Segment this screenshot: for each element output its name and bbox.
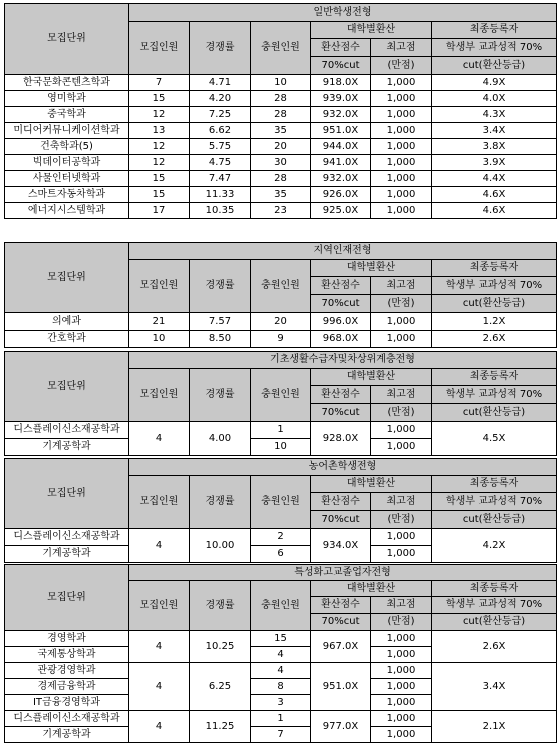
competition-cell: 10.25 — [190, 631, 251, 663]
table-row — [5, 107, 557, 123]
header-final-line1: 학생부 교과성적 70% — [432, 386, 557, 404]
max-cell: 1,000 — [371, 203, 432, 219]
header-max-unit: (만점) — [371, 614, 432, 631]
quota-cell: 12 — [129, 107, 190, 123]
competition-cell: 4.75 — [190, 155, 251, 171]
unit-cell: 빅데이터공학과 — [5, 155, 129, 171]
header-conv-score: 환산점수 — [311, 39, 371, 57]
grade-cell: 3.4X — [432, 663, 557, 711]
unit-cell: 스마트자동차학과 — [5, 187, 129, 203]
quota-cell: 13 — [129, 123, 190, 139]
score-cell: 951.0X — [311, 663, 371, 711]
max-cell: 1,000 — [371, 647, 432, 663]
table-row — [5, 75, 557, 91]
header-max-unit: (만점) — [371, 404, 432, 422]
header-converted: 대학별환산 — [311, 22, 432, 39]
competition-cell: 6.25 — [190, 663, 251, 711]
filled-cell: 2 — [251, 529, 311, 546]
header-quota: 모집인원 — [129, 476, 190, 529]
unit-cell: 디스플레이신소재공학과 — [5, 529, 129, 546]
score-cell: 996.0X — [311, 313, 371, 331]
table-row — [5, 331, 557, 348]
max-cell: 1,000 — [371, 331, 432, 348]
score-cell: 932.0X — [311, 171, 371, 187]
filled-cell: 20 — [251, 139, 311, 155]
quota-cell: 4 — [129, 711, 190, 743]
quota-cell: 4 — [129, 663, 190, 711]
max-cell: 1,000 — [371, 439, 432, 456]
header-unit: 모집단위 — [5, 352, 129, 422]
quota-cell: 21 — [129, 313, 190, 331]
header-unit: 모집단위 — [5, 459, 129, 529]
unit-cell: 한국문화콘텐츠학과 — [5, 75, 129, 91]
grade-cell: 4.4X — [432, 171, 557, 187]
header-final-line1: 학생부 교과성적 70% — [432, 493, 557, 511]
grade-cell: 2.6X — [432, 331, 557, 348]
score-cell: 951.0X — [311, 123, 371, 139]
quota-cell: 10 — [129, 331, 190, 348]
table-row — [5, 139, 557, 155]
table-row — [5, 422, 557, 439]
header-conv-cut: 70%cut — [311, 614, 371, 631]
filled-cell: 23 — [251, 203, 311, 219]
max-cell: 1,000 — [371, 313, 432, 331]
table-regional-talent — [4, 242, 557, 348]
filled-cell: 9 — [251, 331, 311, 348]
header-final-line2: cut(환산등급) — [432, 295, 557, 313]
unit-cell: 기계공학과 — [5, 546, 129, 563]
header-converted: 대학별환산 — [311, 260, 432, 277]
competition-cell: 4.00 — [190, 422, 251, 456]
unit-cell: 경제금융학과 — [5, 679, 129, 695]
header-competition: 경쟁률 — [190, 260, 251, 313]
grade-cell: 3.8X — [432, 139, 557, 155]
table-general-admission — [4, 3, 557, 219]
score-cell: 968.0X — [311, 331, 371, 348]
header-max-score: 최고점 — [371, 277, 432, 295]
header-final-line1: 학생부 교과성적 70% — [432, 277, 557, 295]
header-quota: 모집인원 — [129, 369, 190, 422]
table-row — [5, 171, 557, 187]
section-title: 특성화고교졸업자전형 — [129, 565, 557, 581]
max-cell: 1,000 — [371, 75, 432, 91]
grade-cell: 4.5X — [432, 422, 557, 456]
filled-cell: 30 — [251, 155, 311, 171]
score-cell: 932.0X — [311, 107, 371, 123]
table-low-income-admission — [4, 351, 557, 456]
quota-cell: 12 — [129, 155, 190, 171]
header-max-score: 최고점 — [371, 39, 432, 57]
max-cell: 1,000 — [371, 187, 432, 203]
header-final: 최종등록자 — [432, 476, 557, 493]
filled-cell: 8 — [251, 679, 311, 695]
header-conv-cut: 70%cut — [311, 57, 371, 75]
quota-cell: 4 — [129, 422, 190, 456]
score-cell: 939.0X — [311, 91, 371, 107]
filled-cell: 15 — [251, 631, 311, 647]
competition-cell: 10.00 — [190, 529, 251, 563]
score-cell: 977.0X — [311, 711, 371, 743]
max-cell: 1,000 — [371, 663, 432, 679]
competition-cell: 10.35 — [190, 203, 251, 219]
header-conv-cut: 70%cut — [311, 511, 371, 529]
score-cell: 934.0X — [311, 529, 371, 563]
unit-cell: 기계공학과 — [5, 439, 129, 456]
score-cell: 944.0X — [311, 139, 371, 155]
filled-cell: 35 — [251, 187, 311, 203]
header-conv-score: 환산점수 — [311, 386, 371, 404]
header-quota: 모집인원 — [129, 581, 190, 631]
quota-cell: 15 — [129, 187, 190, 203]
header-competition: 경쟁률 — [190, 369, 251, 422]
quota-cell: 17 — [129, 203, 190, 219]
grade-cell: 2.1X — [432, 711, 557, 743]
header-unit: 모집단위 — [5, 243, 129, 313]
header-final: 최종등록자 — [432, 22, 557, 39]
header-max-score: 최고점 — [371, 493, 432, 511]
max-cell: 1,000 — [371, 171, 432, 187]
filled-cell: 7 — [251, 727, 311, 743]
unit-cell: 국제통상학과 — [5, 647, 129, 663]
max-cell: 1,000 — [371, 123, 432, 139]
filled-cell: 1 — [251, 711, 311, 727]
table-row — [5, 203, 557, 219]
max-cell: 1,000 — [371, 107, 432, 123]
unit-cell: 건축학과(5) — [5, 139, 129, 155]
filled-cell: 35 — [251, 123, 311, 139]
max-cell: 1,000 — [371, 91, 432, 107]
grade-cell: 3.4X — [432, 123, 557, 139]
competition-cell: 5.75 — [190, 139, 251, 155]
header-final-line1: 학생부 교과성적 70% — [432, 39, 557, 57]
table-row — [5, 529, 557, 546]
section-title: 지역인재전형 — [129, 243, 557, 260]
table-row — [5, 155, 557, 171]
filled-cell: 20 — [251, 313, 311, 331]
header-unit: 모집단위 — [5, 4, 129, 75]
header-conv-score: 환산점수 — [311, 597, 371, 614]
quota-cell: 12 — [129, 139, 190, 155]
section-title: 일반학생전형 — [129, 4, 557, 22]
unit-cell: 디스플레이신소재공학과 — [5, 422, 129, 439]
header-max-unit: (만점) — [371, 57, 432, 75]
unit-cell: 기계공학과 — [5, 727, 129, 743]
header-conv-cut: 70%cut — [311, 404, 371, 422]
header-max-unit: (만점) — [371, 511, 432, 529]
section-title: 기초생활수급자및차상위계층전형 — [129, 352, 557, 369]
quota-cell: 7 — [129, 75, 190, 91]
table-row — [5, 631, 557, 647]
score-cell: 941.0X — [311, 155, 371, 171]
competition-cell: 11.25 — [190, 711, 251, 743]
unit-cell: 에너지시스템학과 — [5, 203, 129, 219]
header-converted: 대학별환산 — [311, 581, 432, 597]
filled-cell: 4 — [251, 647, 311, 663]
table-row — [5, 313, 557, 331]
table-rural-admission — [4, 458, 557, 563]
grade-cell: 4.9X — [432, 75, 557, 91]
max-cell: 1,000 — [371, 546, 432, 563]
competition-cell: 4.71 — [190, 75, 251, 91]
filled-cell: 10 — [251, 439, 311, 456]
competition-cell: 11.33 — [190, 187, 251, 203]
score-cell: 925.0X — [311, 203, 371, 219]
max-cell: 1,000 — [371, 631, 432, 647]
filled-cell: 28 — [251, 91, 311, 107]
max-cell: 1,000 — [371, 422, 432, 439]
header-converted: 대학별환산 — [311, 369, 432, 386]
grade-cell: 4.2X — [432, 529, 557, 563]
header-final-line2: cut(환산등급) — [432, 614, 557, 631]
filled-cell: 4 — [251, 663, 311, 679]
grade-cell: 2.6X — [432, 631, 557, 663]
section-title: 농어촌학생전형 — [129, 459, 557, 476]
filled-cell: 10 — [251, 75, 311, 91]
grade-cell: 1.2X — [432, 313, 557, 331]
quota-cell: 15 — [129, 171, 190, 187]
unit-cell: 영미학과 — [5, 91, 129, 107]
header-final-line2: cut(환산등급) — [432, 404, 557, 422]
header-final-line2: cut(환산등급) — [432, 511, 557, 529]
max-cell: 1,000 — [371, 529, 432, 546]
max-cell: 1,000 — [371, 727, 432, 743]
unit-cell: IT금융경영학과 — [5, 695, 129, 711]
header-final: 최종등록자 — [432, 581, 557, 597]
header-final: 최종등록자 — [432, 260, 557, 277]
competition-cell: 7.47 — [190, 171, 251, 187]
score-cell: 926.0X — [311, 187, 371, 203]
competition-cell: 7.57 — [190, 313, 251, 331]
filled-cell: 28 — [251, 107, 311, 123]
header-conv-score: 환산점수 — [311, 277, 371, 295]
header-final-line1: 학생부 교과성적 70% — [432, 597, 557, 614]
table-row — [5, 711, 557, 727]
max-cell: 1,000 — [371, 139, 432, 155]
header-max-score: 최고점 — [371, 386, 432, 404]
unit-cell: 의예과 — [5, 313, 129, 331]
max-cell: 1,000 — [371, 155, 432, 171]
quota-cell: 4 — [129, 631, 190, 663]
table-vocational-graduate — [4, 564, 557, 743]
header-competition: 경쟁률 — [190, 581, 251, 631]
score-cell: 967.0X — [311, 631, 371, 663]
table-row — [5, 123, 557, 139]
unit-cell: 디스플레이신소재공학과 — [5, 711, 129, 727]
grade-cell: 4.3X — [432, 107, 557, 123]
max-cell: 1,000 — [371, 711, 432, 727]
filled-cell: 28 — [251, 171, 311, 187]
max-cell: 1,000 — [371, 679, 432, 695]
grade-cell: 4.0X — [432, 91, 557, 107]
header-filled: 충원인원 — [251, 581, 311, 631]
table-row — [5, 663, 557, 679]
header-max-score: 최고점 — [371, 597, 432, 614]
grade-cell: 3.9X — [432, 155, 557, 171]
unit-cell: 중국학과 — [5, 107, 129, 123]
quota-cell: 4 — [129, 529, 190, 563]
header-filled: 충원인원 — [251, 260, 311, 313]
header-filled: 충원인원 — [251, 369, 311, 422]
grade-cell: 4.6X — [432, 187, 557, 203]
header-competition: 경쟁률 — [190, 476, 251, 529]
table-row — [5, 91, 557, 107]
header-conv-score: 환산점수 — [311, 493, 371, 511]
unit-cell: 사물인터넷학과 — [5, 171, 129, 187]
competition-cell: 8.50 — [190, 331, 251, 348]
unit-cell: 간호학과 — [5, 331, 129, 348]
filled-cell: 6 — [251, 546, 311, 563]
header-max-unit: (만점) — [371, 295, 432, 313]
header-filled: 충원인원 — [251, 22, 311, 75]
filled-cell: 3 — [251, 695, 311, 711]
header-quota: 모집인원 — [129, 260, 190, 313]
grade-cell: 4.6X — [432, 203, 557, 219]
unit-cell: 관광경영학과 — [5, 663, 129, 679]
header-quota: 모집인원 — [129, 22, 190, 75]
score-cell: 928.0X — [311, 422, 371, 456]
header-filled: 충원인원 — [251, 476, 311, 529]
competition-cell: 7.25 — [190, 107, 251, 123]
header-final-line2: cut(환산등급) — [432, 57, 557, 75]
header-competition: 경쟁률 — [190, 22, 251, 75]
header-unit: 모집단위 — [5, 565, 129, 631]
score-cell: 918.0X — [311, 75, 371, 91]
unit-cell: 미디어커뮤니케이션학과 — [5, 123, 129, 139]
table-row — [5, 187, 557, 203]
header-converted: 대학별환산 — [311, 476, 432, 493]
unit-cell: 경영학과 — [5, 631, 129, 647]
quota-cell: 15 — [129, 91, 190, 107]
competition-cell: 6.62 — [190, 123, 251, 139]
competition-cell: 4.20 — [190, 91, 251, 107]
header-conv-cut: 70%cut — [311, 295, 371, 313]
filled-cell: 1 — [251, 422, 311, 439]
header-final: 최종등록자 — [432, 369, 557, 386]
max-cell: 1,000 — [371, 695, 432, 711]
